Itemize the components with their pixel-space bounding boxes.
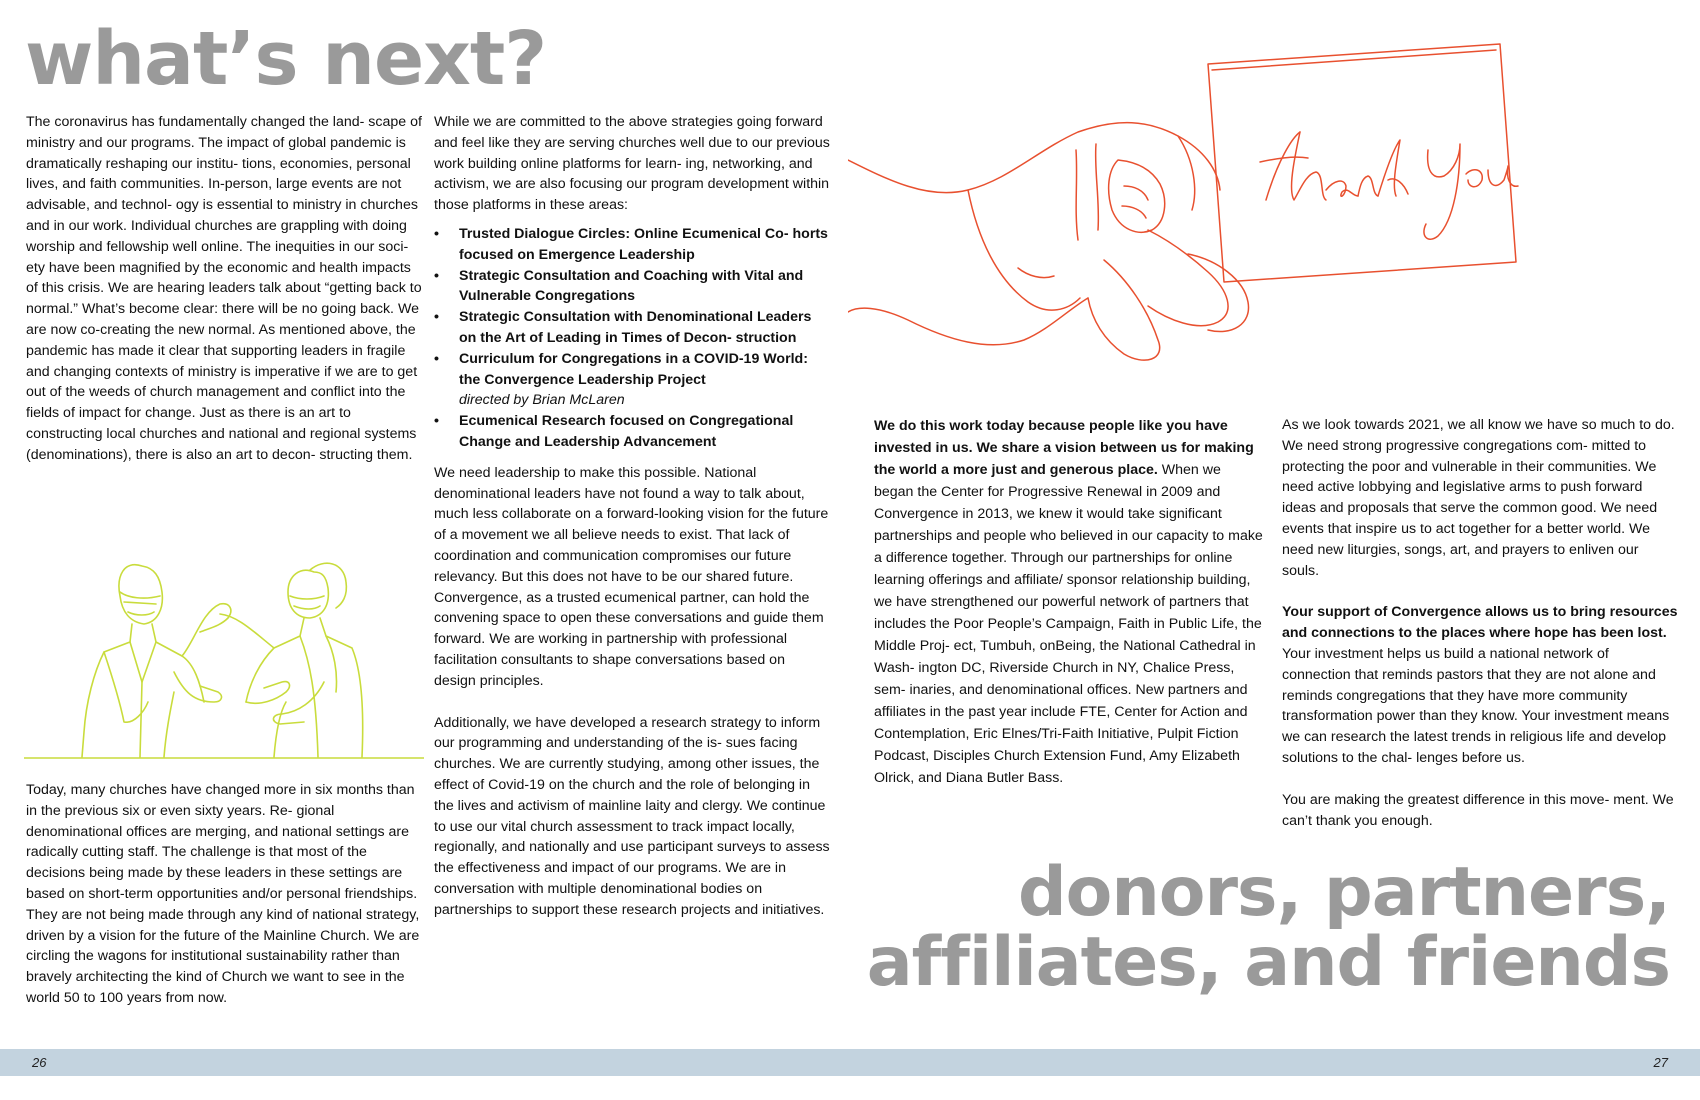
list-item-subtitle: directed by Brian McLaren: [459, 392, 625, 409]
leadership-paragraph: We need leadership to make this possible. National denominational leaders have not found a way to talk about, much less collaborate on a forward-looking vision for the future of a movement we all believe needs to exist. That lack of coordination and communication compromises our future relevancy. But this does not have to be our shared future. Convergence, as a trusted ecumenical partner, can hold the convening space to open these conversations and guide them forward. We are working in partnership with professional facilitation consultants to shape conversations based on design principles.: [434, 464, 829, 689]
list-item: • Trusted Dialogue Circles: Online Ecumenical Co- horts focused on Emergence Leadership: [434, 224, 830, 266]
title-line-1: donors, partners,: [1017, 853, 1670, 932]
column-3: [874, 415, 1264, 789]
research-paragraph: Additionally, we have developed a research strategy to inform our programming and understanding of the is- sues facing churches. We are currently studying, among other issues, the effect of Covid-19 on the church and the role of belonging in the lives and activism of mainline laity and clergy. We continue to use our vital church assessment to track impact locally, regionally, and nationally and use participant surveys to assess the effectiveness and impact of our programs. We are in conversation with multiple denominational bodies on partnerships to support these research projects and initiatives.: [434, 714, 830, 918]
donors-partners-title: [866, 853, 1670, 1002]
column-1-top: [26, 112, 422, 466]
thank-you-card-illustration: [848, 40, 1528, 390]
page-title-whats-next: what’s next?: [25, 16, 547, 102]
support-paragraph: [1282, 602, 1678, 768]
thanks-lead: We do this work today because people like you have invested in us. We share a vision between us for making the world a more just and generous place.: [874, 418, 1254, 478]
column-2: [434, 112, 830, 920]
thanks-body: When we began the Center for Progressive Renewal in 2009 and Convergence in 2013, we knew it would take significant partnerships and people who believed in our capacity to make a difference together. Through our partnerships for online learning offerings and affiliate/ sponsor relationship building, we have strengthened our powerful network of partners that includes the Poor People’s Campaign, Faith in Public Life, the Middle Proj- ect, Tumbuh, onBeing, the National Cathedral in Wash- ington DC, Riverside Church in NY, Chalice Press, sem- inaries, and denominational offices. New partners and affiliates in the past year include FTE, Center for Action and Contemplation, Eric Elnes/Tri-Faith Initiative, Pulpit Fiction Podcast, Disciples Church Extension Fund, Amy Elizabeth Olrick, and Diana Butler Bass.: [874, 462, 1263, 786]
title-line-2: affiliates, and friends: [866, 923, 1670, 1002]
strategies-intro-paragraph: While we are committed to the above strategies going forward and feel like they are serving churches well due to our previous work building online platforms for learn- ing, networking, and activism, we are also focusing our program development within those platforms in these areas:: [434, 114, 830, 214]
closing-paragraph: You are making the greatest difference in this move- ment. We can’t thank you enough.: [1282, 791, 1674, 829]
column-4: [1282, 415, 1678, 831]
thanks-paragraph: [874, 415, 1264, 789]
column-1-bottom: [26, 780, 422, 1009]
program-focus-list: [434, 224, 830, 453]
list-item: • Strategic Consultation with Denominational Leaders on the Art of Leading in Times of Decon- struction: [434, 307, 830, 349]
coronavirus-paragraph: The coronavirus has fundamentally changed the land- scape of ministry and our programs. The impact of global pandemic is dramatically reshaping our institu- tions, economies, personal lives, and faith communities. In-person, large events are not advisable, and technol- ogy is essential to ministry in churches and in our work. Individual churches are grappling with doing worship and fellowship well online. The inequities in our soci- ety have been magnified by the economic and health impacts of this crisis. We are hearing leaders talk about “getting back to normal.” What’s become clear: there will be no going back. We are now co-creating the new normal. As mentioned above, the pandemic has made it clear that supporting leaders in fragile and changing contexts of ministry is imperative if we are to get out of the weeds of church management and conflict into the fields of impact for change. Just as there is an art to constructing local churches and national and regional systems (denominations), there is also an art to decon- structing them.: [26, 114, 422, 463]
support-body: Your investment helps us build a national network of connection that reminds pastors that they are not alone and reminds congregations that they have more community transformation power than they know. Your investment means we can research the latest trends in religious life and develop solutions to the chal- lenges before us.: [1282, 645, 1670, 766]
page-number-right: 27: [1653, 1055, 1668, 1070]
support-lead: Your support of Convergence allows us to bring resources and connections to the places where hope has been lost.: [1282, 604, 1678, 642]
churches-changed-paragraph: Today, many churches have changed more in six months than in the previous six or even sixty years. Re- gional denominational offices are merging, and national settings are radically cutting staff. The challenge is that most of the decisions being made by these leaders in these settings are based on short-term opportunities and/or personal friendships. They are not being made through any kind of national strategy, driven by a vision for the future of the Mainline Church. We are circling the wagons for institutional sustainability rather than bravely architecting the kind of Church we want to see in the world 50 to 100 years from now.: [26, 782, 420, 1006]
page-number-left: 26: [32, 1055, 47, 1070]
footer-band: [0, 1049, 1700, 1076]
list-item: • Strategic Consultation and Coaching with Vital and Vulnerable Congregations: [434, 266, 830, 308]
list-item: • Curriculum for Congregations in a COVID-19 World: the Convergence Leadership Project directed by Brian McLaren: [434, 349, 830, 411]
looking-ahead-paragraph: As we look towards 2021, we all know we have so much to do. We need strong progressive congregations com- mitted to protecting the poor and vulnerable in their communities. We need active lobbying and legislative arms to push forward ideas and proposals that serve the common good. We need events that inspire us to act together for a better world. We need new liturgies, songs, art, and prayers to enliven our souls.: [1282, 417, 1675, 579]
list-item: • Ecumenical Research focused on Congregational Change and Leadership Advancement: [434, 411, 830, 453]
elbow-bump-illustration: [24, 552, 424, 764]
